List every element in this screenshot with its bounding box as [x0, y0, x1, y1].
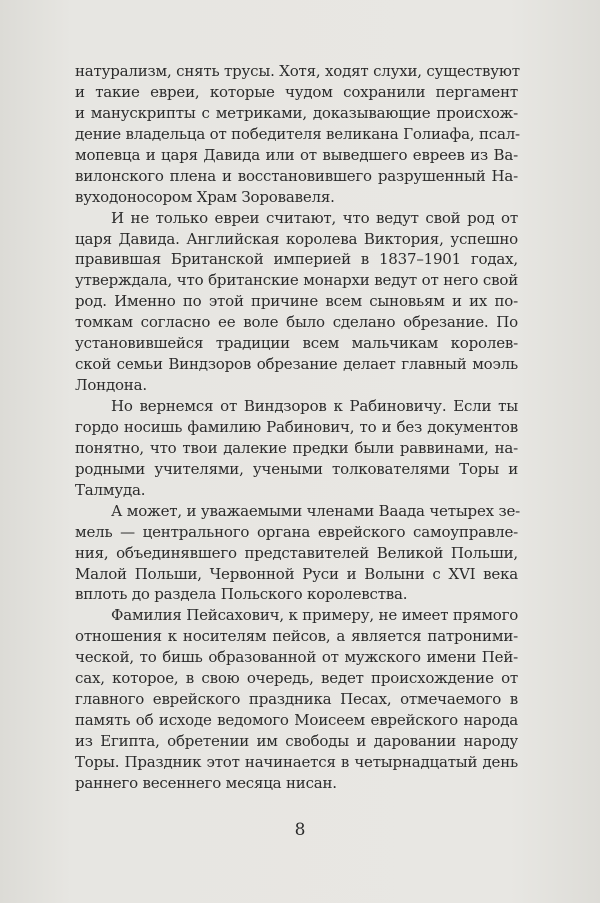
text-line: царя Давида. Английская королева Виктория, успешно — [75, 229, 518, 248]
page-body — [75, 61, 518, 794]
paragraph — [75, 396, 518, 501]
text-line: дение владельца от победителя великана Голиафа, псал- — [75, 124, 520, 143]
text-line: Малой Польши, Червонной Руси и Волыни с XVI века — [75, 564, 518, 583]
text-line: вуходоносором Храм Зоровавеля. — [75, 187, 335, 206]
text-line: из Египта, обретении им свободы и даровании народу — [75, 732, 518, 750]
text-line: главного еврейского праздника Песах, отмечаемого в — [75, 690, 518, 709]
text-line: ческой, то бишь образованной от мужского имени Пей- — [75, 648, 518, 667]
paragraph — [75, 501, 518, 606]
text-line: томкам согласно ее воле было сделано обрезание. По — [75, 313, 518, 332]
text-line: отношения к носителям пейсов, а является патроними- — [75, 627, 518, 646]
paragraph — [75, 208, 518, 396]
paragraph — [75, 605, 518, 793]
text-line: и манускрипты с метриками, доказывающие происхож- — [75, 103, 518, 122]
text-line: память об исходе ведомого Моисеем еврейского народа — [75, 711, 518, 730]
text-line: установившейся традиции всем мальчикам королев- — [75, 334, 518, 353]
text-line: Лондона. — [75, 376, 147, 395]
text-line: род. Именно по этой причине всем сыновьям и их по- — [75, 292, 518, 311]
text-line: ния, объединявшего представителей Великой Польши, — [75, 543, 518, 562]
text-line: утверждала, что британские монархи ведут от него свой — [75, 271, 518, 290]
text-line: мель — центрального органа еврейского самоуправле- — [75, 522, 518, 541]
text-line: натурализм, снять трусы. Хотя, ходят слухи, существуют — [75, 62, 520, 80]
text-line: понятно, что твои далекие предки были раввинами, на- — [75, 438, 518, 457]
text-line: Фамилия Пейсахович, к примеру, не имеет прямого — [111, 606, 519, 625]
text-line: Талмуда. — [75, 480, 146, 499]
text-line: ской семьи Виндзоров обрезание делает главный моэль — [75, 355, 518, 374]
text-line: вилонского плена и восстановившего разрушенный На- — [75, 166, 518, 185]
text-line: гордо носишь фамилию Рабинович, то и без документов — [75, 417, 518, 436]
text-line: правившая Британской империей в 1837–1901 годах, — [75, 250, 518, 269]
text-line: И не только евреи считают, что ведут свой род от — [111, 208, 518, 227]
text-line: Торы. Праздник этот начинается в четырнадцатый день — [75, 752, 518, 771]
text-line: родными учителями, учеными толкователями Торы и — [75, 459, 518, 478]
text-line: Но вернемся от Виндзоров к Рабиновичу. Если ты — [111, 397, 518, 415]
text-line: мопевца и царя Давида или от выведшего евреев из Ва- — [75, 145, 518, 164]
paragraph — [75, 61, 518, 208]
text-line: раннего весеннего месяца нисан. — [75, 773, 337, 792]
page-number: 8 — [294, 820, 306, 840]
text-line: вплоть до раздела Польского королевства. — [75, 585, 408, 604]
text-line: А может, и уважаемыми членами Ваада четырех зе- — [111, 501, 520, 520]
text-line: сах, которое, в свою очередь, ведет происхождение от — [75, 669, 518, 688]
text-line: и такие евреи, которые чудом сохранили пергамент — [75, 82, 518, 101]
